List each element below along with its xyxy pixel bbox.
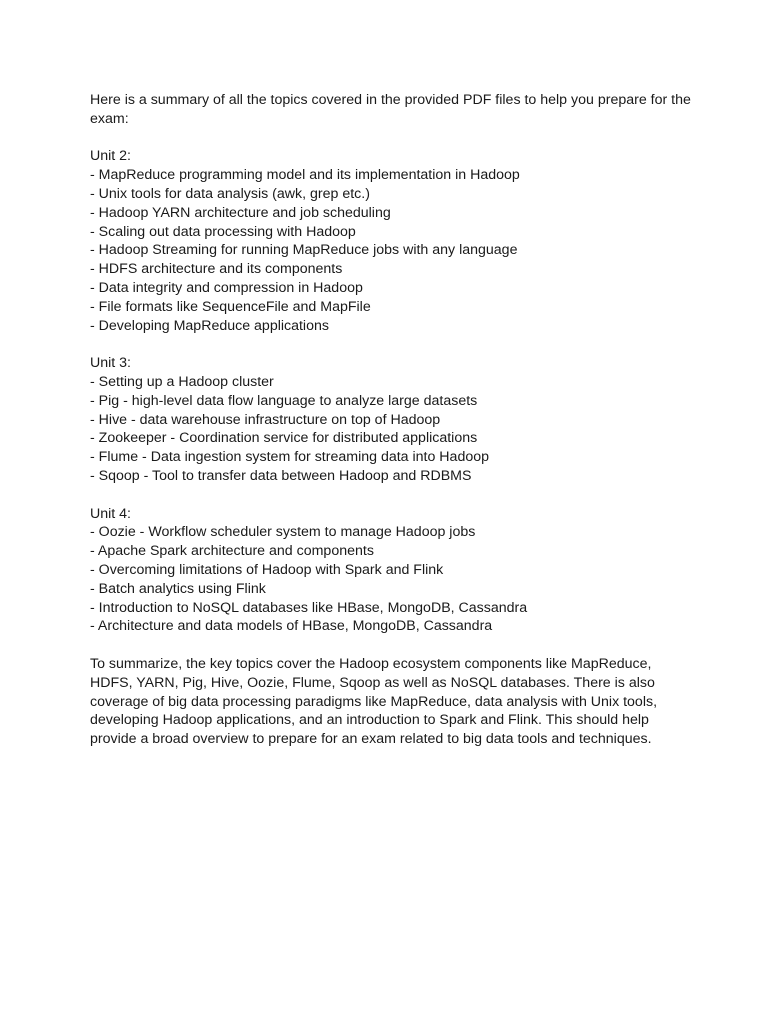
- list-item: - MapReduce programming model and its implementation in Hadoop: [90, 167, 520, 184]
- summary-line: HDFS, YARN, Pig, Hive, Oozie, Flume, Sqoop as well as NoSQL databases. There is also: [90, 674, 655, 691]
- section-heading: Unit 4:: [90, 505, 132, 522]
- topic-list: [90, 523, 690, 636]
- intro-line: Here is a summary of all the topics covered in the provided PDF files to help you prepare for the: [90, 92, 691, 108]
- section-heading: Unit 2:: [90, 148, 132, 165]
- unit-2-section: [90, 147, 690, 335]
- intro-paragraph: [90, 91, 690, 129]
- list-item: - Pig - high-level data flow language to analyze large datasets: [90, 392, 478, 409]
- paragraph-gap: [90, 129, 690, 148]
- paragraph-gap: [90, 486, 690, 505]
- unit-4-section: [90, 505, 690, 637]
- topic-list: [90, 166, 690, 335]
- list-item: - Flume - Data ingestion system for streaming data into Hadoop: [90, 449, 490, 466]
- list-item: - Oozie - Workflow scheduler system to manage Hadoop jobs: [90, 524, 476, 541]
- summary-line: developing Hadoop applications, and an introduction to Spark and Flink. This should help: [90, 712, 649, 729]
- list-item: - Overcoming limitations of Hadoop with Spark and Flink: [90, 561, 444, 578]
- list-item: - Data integrity and compression in Hadoop: [90, 279, 363, 296]
- list-item: - Hadoop Streaming for running MapReduce jobs with any language: [90, 242, 518, 259]
- section-heading: Unit 3:: [90, 355, 132, 372]
- summary-line: provide a broad overview to prepare for an exam related to big data tools and techniques.: [90, 731, 652, 748]
- list-item: - Batch analytics using Flink: [90, 580, 266, 597]
- list-item: - Introduction to NoSQL databases like HBase, MongoDB, Cassandra: [90, 599, 528, 616]
- list-item: - Scaling out data processing with Hadoop: [90, 223, 356, 240]
- list-item: - Developing MapReduce applications: [90, 317, 329, 334]
- paragraph-gap: [90, 636, 690, 655]
- topic-list: [90, 373, 690, 486]
- list-item: - Setting up a Hadoop cluster: [90, 373, 274, 390]
- list-item: - HDFS architecture and its components: [90, 261, 343, 278]
- list-item: - Hive - data warehouse infrastructure on top of Hadoop: [90, 411, 441, 428]
- summary-paragraph: [90, 655, 690, 749]
- document-page: [90, 91, 690, 749]
- list-item: - Unix tools for data analysis (awk, grep etc.): [90, 185, 370, 202]
- list-item: - Architecture and data models of HBase, MongoDB, Cassandra: [90, 618, 493, 635]
- summary-line: To summarize, the key topics cover the Hadoop ecosystem components like MapReduce,: [90, 655, 652, 672]
- paragraph-gap: [90, 335, 690, 354]
- list-item: - Apache Spark architecture and components: [90, 543, 374, 560]
- list-item: - Sqoop - Tool to transfer data between Hadoop and RDBMS: [90, 467, 472, 484]
- intro-line: exam:: [90, 110, 129, 127]
- list-item: - Zookeeper - Coordination service for distributed applications: [90, 430, 478, 447]
- list-item: - File formats like SequenceFile and MapFile: [90, 298, 371, 315]
- unit-3-section: [90, 354, 690, 486]
- summary-line: coverage of big data processing paradigms like MapReduce, data analysis with Unix tools,: [90, 693, 658, 710]
- list-item: - Hadoop YARN architecture and job scheduling: [90, 204, 391, 221]
